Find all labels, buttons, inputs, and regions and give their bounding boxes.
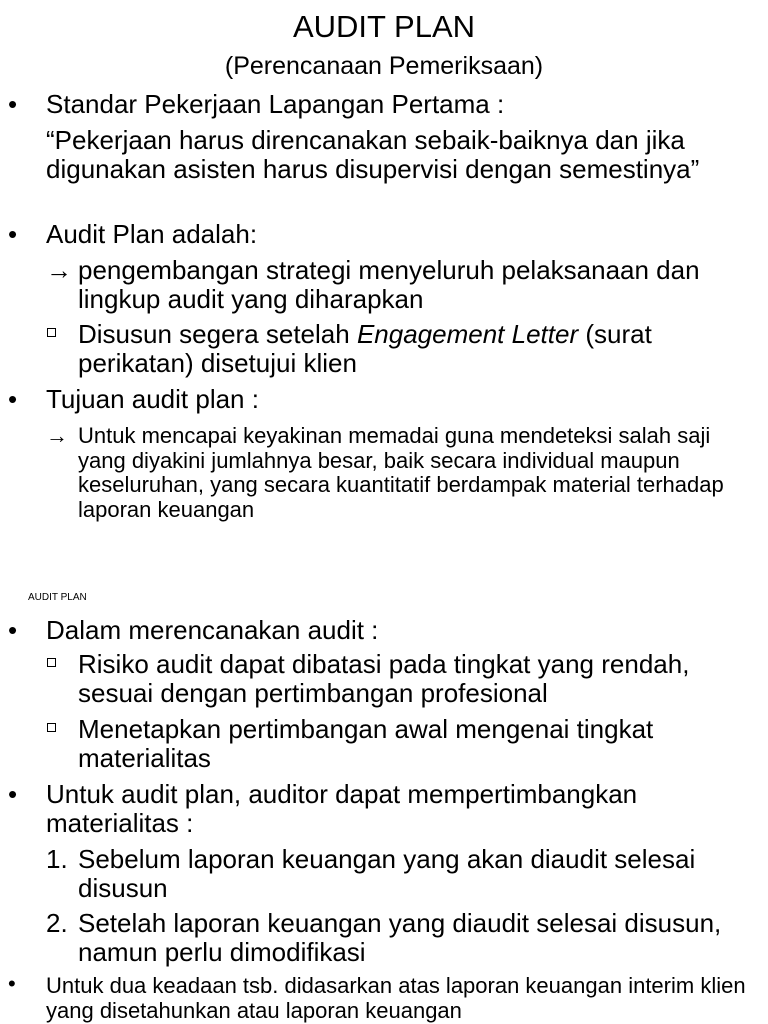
bullet-marker: • <box>8 219 18 249</box>
arrow-icon: → <box>46 423 68 448</box>
list-number: 1. <box>46 844 68 874</box>
sub-item-pengembangan: pengembangan strategi menyeluruh pelaksanaan dan lingkup audit yang diharapkan <box>78 255 700 314</box>
sub-item-disusun <box>78 320 758 378</box>
bullet-marker: • <box>8 971 16 996</box>
slide-audit-plan-2 <box>0 588 768 1024</box>
sub-item-materialitas: Menetapkan pertimbangan awal mengenai tingkat materialitas <box>78 714 654 773</box>
square-bullet-icon <box>47 658 56 667</box>
slide-subtitle: (Perencanaan Pemeriksaan) <box>224 52 544 80</box>
bullet-audit-plan-adalah: Audit Plan adalah: <box>46 219 258 249</box>
bullet-dua-keadaan: Untuk dua keadaan tsb. didasarkan atas laporan keuangan interim klien yang disetahunkan atau laporan keuangan <box>46 973 746 1023</box>
square-bullet-icon <box>47 328 56 337</box>
bullet-marker: • <box>8 384 18 414</box>
slide-title: AUDIT PLAN <box>292 9 476 44</box>
sub-item-risiko-audit: Risiko audit dapat dibatasi pada tingkat yang rendah, sesuai dengan pertimbangan profesional <box>78 649 690 708</box>
bullet-standar-pekerjaan: Standar Pekerjaan Lapangan Pertama : <box>46 89 505 119</box>
numbered-item-setelah: Setelah laporan keuangan yang diaudit selesai disusun, namun perlu dimodifikasi <box>78 908 722 967</box>
bullet-marker: • <box>8 89 18 119</box>
slide-label: AUDIT PLAN <box>28 592 87 603</box>
list-number: 2. <box>46 908 68 938</box>
sub-item-disusun-post: (surat perikatan) disetujui klien <box>78 319 652 378</box>
engagement-letter-term: Engagement Letter <box>356 319 579 349</box>
bullet-marker: • <box>8 779 18 809</box>
bullet-dalam-merencanakan: Dalam merencanakan audit : <box>46 615 379 645</box>
bullet-tujuan-audit-plan: Tujuan audit plan : <box>46 384 259 414</box>
bullet-marker: • <box>8 615 18 645</box>
sub-item-disusun-pre: Disusun segera setelah <box>78 319 357 349</box>
bullet-untuk-audit-plan: Untuk audit plan, auditor dapat mempertimbangkan materialitas : <box>46 779 638 838</box>
square-bullet-icon <box>47 723 56 732</box>
arrow-icon: → <box>46 255 72 285</box>
numbered-item-sebelum: Sebelum laporan keuangan yang akan diaudit selesai disusun <box>78 844 696 903</box>
standard-quote: “Pekerjaan harus direncanakan sebaik-baiknya dan jika digunakan asisten harus disupervisi dengan semestinya” <box>46 125 700 184</box>
sub-item-tujuan: Untuk mencapai keyakinan memadai guna mendeteksi salah saji yang diyakini jumlahnya besar, baik secara individual maupun keseluruhan, yang secara kuantitatif berdampak material terhadap laporan keuangan <box>78 423 724 522</box>
